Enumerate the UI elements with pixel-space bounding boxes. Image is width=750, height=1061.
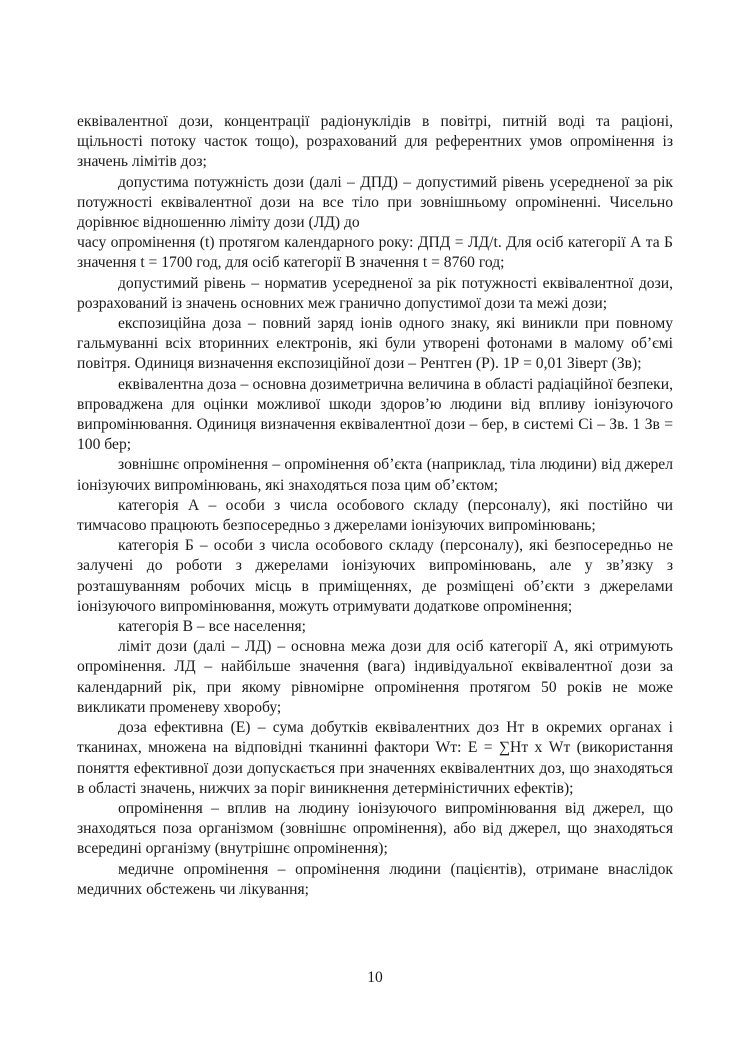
paragraph-equivalent-dose: еквівалентна доза – основна дозиметрична величина в області радіаційної безпеки, впроваджена для оцінки можливої шкоди здоров’ю людини від впливу іонізуючого випромінювання. Одиниця визначення еквівалентної дози – бер, в системі Сі – Зв. 1 Зв = 100 бер;: [77, 375, 673, 454]
paragraph-category-b: категорія Б – особи з числа особового складу (персоналу), які безпосередньо не залучені до роботи з джерелами іонізуючих випромінювань, але у зв’язку з розташуванням робочих місць в приміщеннях, де розміщені об’єкти з джерелами іонізуючого випромінювання, можуть отримувати додаткове опромінення;: [77, 537, 673, 615]
paragraph-external-exposure: зовнішнє опромінення – опромінення об’єкта (наприклад, тіла людини) від джерел іонізуючих випромінювань, які знаходяться поза цим об’єктом;: [77, 456, 673, 494]
paragraph-dose-limit: ліміт дози (далі – ЛД) – основна межа дози для осіб категорії А, які отримують опромінення. ЛД – найбільше значення (вага) індивідуальної еквівалентної дози за календарний рік, при якому рівномірне опромінення протягом 50 років не може викликати променеву хворобу;: [77, 638, 673, 716]
paragraph-dpd-formula: часу опромінення (t) протягом календарного року: ДПД = ЛД/t. Для осіб категорії А та Б значення t = 1700 год, для осіб категорії В значення t = 8760 год;: [77, 234, 673, 272]
paragraph-exposure-dose: експозиційна доза – повний заряд іонів одного знаку, які виникли при повному гальмуванні всіх вторинних електронів, які були утворені фотонами в малому об’ємі повітря. Одиниця визначення експозиційної дози – Рентген (Р). 1Р = 0,01 Зіверт (Зв);: [77, 315, 673, 373]
paragraph-medical-exposure: медичне опромінення – опромінення людини (пацієнтів), отримане внаслідок медичних обстежень чи лікування;: [77, 860, 673, 898]
page-number: 10: [367, 969, 383, 986]
paragraph-effective-dose: доза ефективна (Е) – сума добутків еквівалентних доз Нт в окремих органах і тканинах, множена на відповідні тканинні фактори Wт: Е = ∑Нт х Wт (використання поняття ефективної дози допускається при значеннях еквівалентних доз, що знаходяться в області значень, нижчих за поріг виникнення детерміністичних ефектів);: [77, 719, 673, 797]
paragraph-category-v: категорія В – все населення;: [118, 618, 306, 636]
paragraph-dpd-definition: допустима потужність дози (далі – ДПД) – допустимий рівень усередненої за рік потужності еквівалентної дози на все тіло при зовнішньому опроміненні. Чисельно дорівнює відношенню ліміту дози (ЛД) до: [77, 173, 673, 232]
paragraph-permissible-level: допустимий рівень – норматив усередненої за рік потужності еквівалентної дози, розрахований із значень основних меж гранично допустимої дози та межі дози;: [77, 274, 673, 312]
paragraph-irradiation: опромінення – вплив на людину іонізуючого випромінювання від джерел, що знаходяться поза організмом (зовнішнє опромінення), або від джерел, що знаходяться всередині організму (внутрішнє опромінення);: [77, 799, 673, 858]
page-body: [77, 112, 673, 900]
paragraph-continuation: еквівалентної дози, концентрації радіонуклідів в повітрі, питній воді та раціоні, щільності потоку часток тощо), розрахований для референтних умов опромінення із значень лімітів доз;: [77, 113, 673, 171]
paragraph-category-a: категорія А – особи з числа особового складу (персоналу), які постійно чи тимчасово працюють безпосередньо з джерелами іонізуючих випромінювань;: [77, 496, 673, 535]
